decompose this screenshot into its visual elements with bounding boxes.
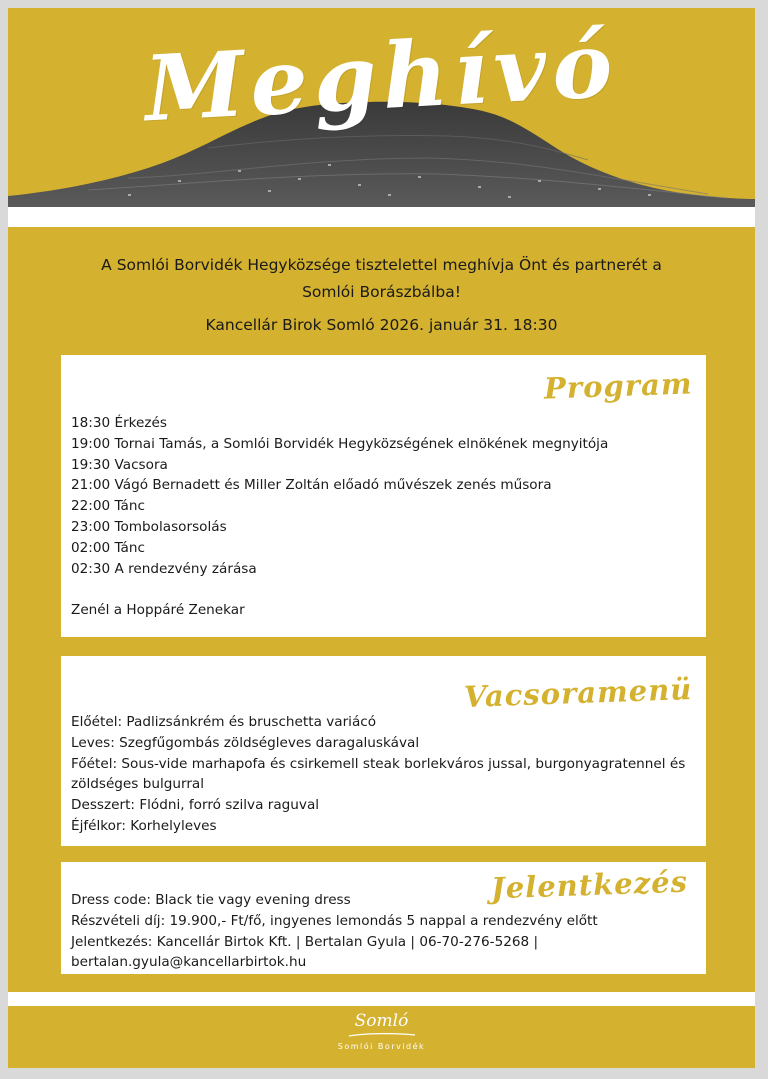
intro-line-2: Somlói Borászbálba! [302, 283, 461, 301]
menu-heading: Vacsoramenü [463, 672, 693, 714]
registration-item: Részvételi díj: 19.900,- Ft/fő, ingyenes lemondás 5 nappal a rendezvény előtt [71, 912, 598, 929]
logo-subtitle: Somlói Borvidék [337, 1042, 426, 1051]
program-item: 18:30 Érkezés [71, 415, 168, 431]
program-music-note: Zenél a Hoppáré Zenekar [71, 602, 245, 619]
program-heading: Program [542, 366, 693, 406]
divider-band-bottom [8, 992, 755, 1006]
registration-card [61, 862, 706, 974]
program-card [61, 355, 706, 637]
menu-item: Éjfélkor: Korhelyleves [71, 817, 217, 834]
registration-email: bertalan.gyula@kancellarbirtok.hu [71, 954, 307, 971]
program-item: 22:00 Tánc [71, 498, 145, 515]
invitation-title: Meghívó [142, 11, 621, 143]
menu-item: Leves: Szegfűgombás zöldségleves daragaluskával [71, 734, 420, 751]
menu-item: Előétel: Padlizsánkrém és bruschetta variácó [71, 714, 377, 730]
program-item: 23:00 Tombolasorsolás [71, 518, 227, 535]
intro-line-1: A Somlói Borvidék Hegyközsége tisztelettel meghívja Önt és partnerét a [101, 256, 662, 274]
menu-item: Főétel: Sous-vide marhapofa és csirkemell steak borlekváros jussal, burgonyagratennel és zöldséges bulgurral [71, 755, 686, 793]
menu-card [61, 656, 706, 846]
registration-heading: Jelentkezés [490, 864, 689, 906]
logo-swoosh-icon [347, 1032, 417, 1038]
registration-item: Jelentkezés: Kancellár Birtok Kft. | Bertalan Gyula | 06-70-276-5268 | [71, 933, 539, 950]
somlo-logo [8, 1012, 755, 1051]
invitation-page [8, 8, 755, 1068]
event-details: Kancellár Birok Somló 2026. január 31. 18:30 [205, 316, 558, 334]
program-item: 19:30 Vacsora [71, 456, 168, 473]
hero-header [8, 8, 755, 208]
registration-list [71, 890, 698, 973]
intro-text [48, 252, 715, 306]
program-list [71, 413, 698, 621]
menu-item: Desszert: Flódni, forró szilva raguval [71, 797, 320, 814]
program-item: 02:30 A rendezvény zárása [71, 560, 257, 577]
logo-script: Somló [354, 1011, 409, 1031]
program-item: 21:00 Vágó Bernadett és Miller Zoltán előadó művészek zenés műsora [71, 477, 552, 494]
registration-item: Dress code: Black tie vagy evening dress [71, 892, 351, 908]
menu-list [71, 712, 698, 837]
divider-band-top [8, 207, 755, 227]
program-item: 19:00 Tornai Tamás, a Somlói Borvidék Hegyközségének elnökének megnyitója [71, 435, 609, 452]
program-item: 02:00 Tánc [71, 539, 145, 556]
